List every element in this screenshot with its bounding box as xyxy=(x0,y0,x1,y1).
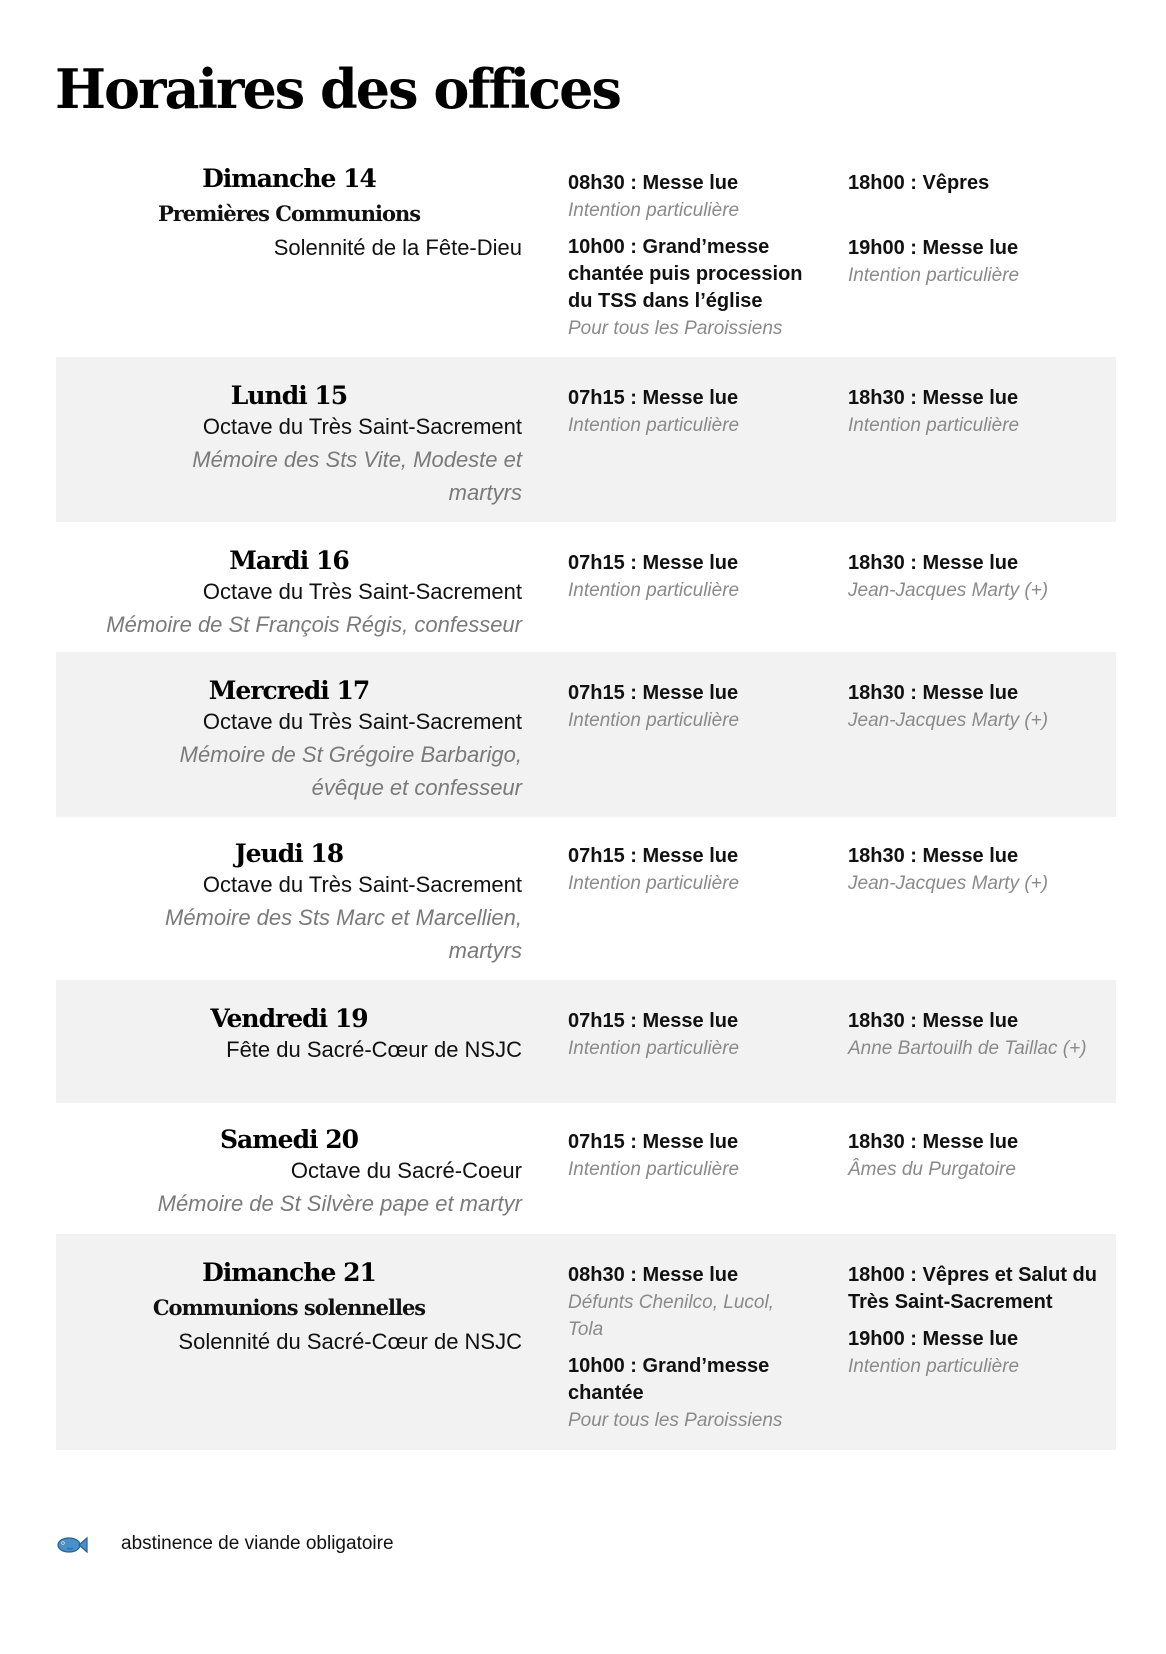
day-row xyxy=(56,158,1116,356)
mass-intention: Intention particulière xyxy=(848,265,1020,286)
feast-label: Solennité du Sacré-Cœur de NSJC xyxy=(178,1329,522,1354)
morning-masses xyxy=(568,843,828,897)
evening-masses xyxy=(848,550,1113,604)
evening-masses xyxy=(848,843,1113,897)
mass-time: 18h30 : Messe lue xyxy=(848,1131,1019,1153)
feast-label: Fête du Sacré-Cœur de NSJC xyxy=(226,1037,522,1062)
morning-masses xyxy=(568,170,828,352)
mass-time: 18h00 : Vêpres xyxy=(848,172,990,194)
page-title: Horaires des offices xyxy=(55,57,620,121)
day-info xyxy=(56,1258,522,1358)
mass-entry xyxy=(568,1353,798,1434)
mass-time: 07h15 : Messe lue xyxy=(568,1010,739,1032)
day-info xyxy=(56,1125,522,1220)
mass-entry xyxy=(848,235,1113,289)
day-name: Lundi 15 xyxy=(230,381,348,410)
evening-masses xyxy=(848,170,1113,299)
mass-intention: Intention particulière xyxy=(568,1159,740,1180)
mass-intention: Intention particulière xyxy=(568,415,740,436)
day-row xyxy=(56,652,1116,817)
feast-label: Solennité de la Fête-Dieu xyxy=(273,235,522,260)
memorial-label: Mémoire des Sts Marc et Marcellien, martyrs xyxy=(165,905,522,963)
mass-time: 08h30 : Messe lue xyxy=(568,172,739,194)
mass-intention: Intention particulière xyxy=(848,415,1020,436)
memorial-label: Mémoire de St Silvère pape et martyr xyxy=(157,1191,522,1216)
morning-masses xyxy=(568,1262,798,1444)
mass-intention: Anne Bartouilh de Taillac (+) xyxy=(848,1038,1087,1059)
day-name: Vendredi 19 xyxy=(210,1004,368,1033)
memorial-label: Mémoire des Sts Vite, Modeste et martyrs xyxy=(192,447,522,505)
mass-entry xyxy=(568,1262,798,1343)
legend-text: abstinence de viande obligatoire xyxy=(121,1533,394,1554)
day-info xyxy=(56,839,522,967)
mass-intention: Pour tous les Paroissiens xyxy=(568,1410,783,1431)
mass-time: 07h15 : Messe lue xyxy=(568,1131,739,1153)
day-info xyxy=(56,676,522,804)
day-subtitle: Communions solennelles xyxy=(152,1295,426,1320)
feast-label: Octave du Très Saint-Sacrement xyxy=(202,414,522,439)
mass-entry xyxy=(568,170,828,224)
day-info xyxy=(56,164,522,264)
mass-intention: Jean-Jacques Marty (+) xyxy=(848,710,1049,731)
day-row xyxy=(56,522,1116,652)
mass-time: 18h00 : Vêpres et Salut du Très Saint-Sacrement xyxy=(848,1264,1097,1313)
mass-intention: Jean-Jacques Marty (+) xyxy=(848,580,1049,601)
day-subtitle: Premières Communions xyxy=(157,201,421,226)
mass-time: 19h00 : Messe lue xyxy=(848,1328,1019,1350)
mass-intention: Intention particulière xyxy=(568,710,740,731)
mass-intention: Intention particulière xyxy=(568,200,740,221)
mass-time: 07h15 : Messe lue xyxy=(568,387,739,409)
mass-entry xyxy=(848,1262,1113,1316)
morning-masses xyxy=(568,550,828,604)
day-name: Mercredi 17 xyxy=(208,676,370,705)
feast-label: Octave du Très Saint-Sacrement xyxy=(202,579,522,604)
morning-masses xyxy=(568,1008,828,1062)
legend xyxy=(56,1532,656,1562)
mass-intention: Intention particulière xyxy=(848,1356,1020,1377)
mass-time: 18h30 : Messe lue xyxy=(848,1010,1019,1032)
feast-label: Octave du Très Saint-Sacrement xyxy=(202,872,522,897)
mass-time: 08h30 : Messe lue xyxy=(568,1264,739,1286)
evening-masses xyxy=(848,1129,1113,1183)
mass-time: 18h30 : Messe lue xyxy=(848,682,1019,704)
day-name: Dimanche 14 xyxy=(202,164,376,193)
day-info xyxy=(56,381,522,509)
day-name: Mardi 16 xyxy=(229,546,349,575)
mass-time: 07h15 : Messe lue xyxy=(568,552,739,574)
mass-intention: Pour tous les Paroissiens xyxy=(568,318,783,339)
day-row xyxy=(56,817,1116,980)
mass-time: 10h00 : Grand’messe chantée puis procession du TSS dans l’église xyxy=(568,236,803,312)
day-name: Dimanche 21 xyxy=(202,1258,376,1287)
evening-masses xyxy=(848,385,1113,439)
mass-intention: Intention particulière xyxy=(568,873,740,894)
day-row xyxy=(56,1103,1116,1234)
mass-intention: Intention particulière xyxy=(568,580,740,601)
day-name: Samedi 20 xyxy=(219,1125,359,1154)
evening-masses xyxy=(848,1262,1113,1390)
mass-intention: Intention particulière xyxy=(568,1038,740,1059)
mass-time: 07h15 : Messe lue xyxy=(568,682,739,704)
mass-time: 19h00 : Messe lue xyxy=(848,237,1019,259)
mass-time: 10h00 : Grand’messe chantée xyxy=(568,1355,770,1404)
day-info xyxy=(56,1004,522,1066)
memorial-label: Mémoire de St François Régis, confesseur xyxy=(106,612,522,637)
mass-intention: Défunts Chenilco, Lucol, Tola xyxy=(568,1292,774,1340)
fish-icon xyxy=(56,1534,88,1556)
day-row xyxy=(56,1234,1116,1450)
mass-entry xyxy=(848,1326,1113,1380)
mass-time: 18h30 : Messe lue xyxy=(848,552,1019,574)
evening-masses xyxy=(848,680,1113,734)
day-name: Jeudi 18 xyxy=(234,839,344,868)
mass-time: 18h30 : Messe lue xyxy=(848,387,1019,409)
day-info xyxy=(56,546,522,641)
feast-label: Octave du Sacré-Coeur xyxy=(290,1158,522,1183)
mass-time: 07h15 : Messe lue xyxy=(568,845,739,867)
day-row xyxy=(56,980,1116,1103)
memorial-label: Mémoire de St Grégoire Barbarigo, évêque et confesseur xyxy=(179,742,522,800)
morning-masses xyxy=(568,680,828,734)
feast-label: Octave du Très Saint-Sacrement xyxy=(202,709,522,734)
mass-time: 18h30 : Messe lue xyxy=(848,845,1019,867)
morning-masses xyxy=(568,1129,828,1183)
mass-intention: Âmes du Purgatoire xyxy=(848,1159,1016,1180)
mass-entry xyxy=(568,234,828,342)
day-row xyxy=(56,357,1116,522)
evening-masses xyxy=(848,1008,1088,1062)
morning-masses xyxy=(568,385,828,439)
mass-entry xyxy=(848,170,1113,197)
mass-intention: Jean-Jacques Marty (+) xyxy=(848,873,1049,894)
